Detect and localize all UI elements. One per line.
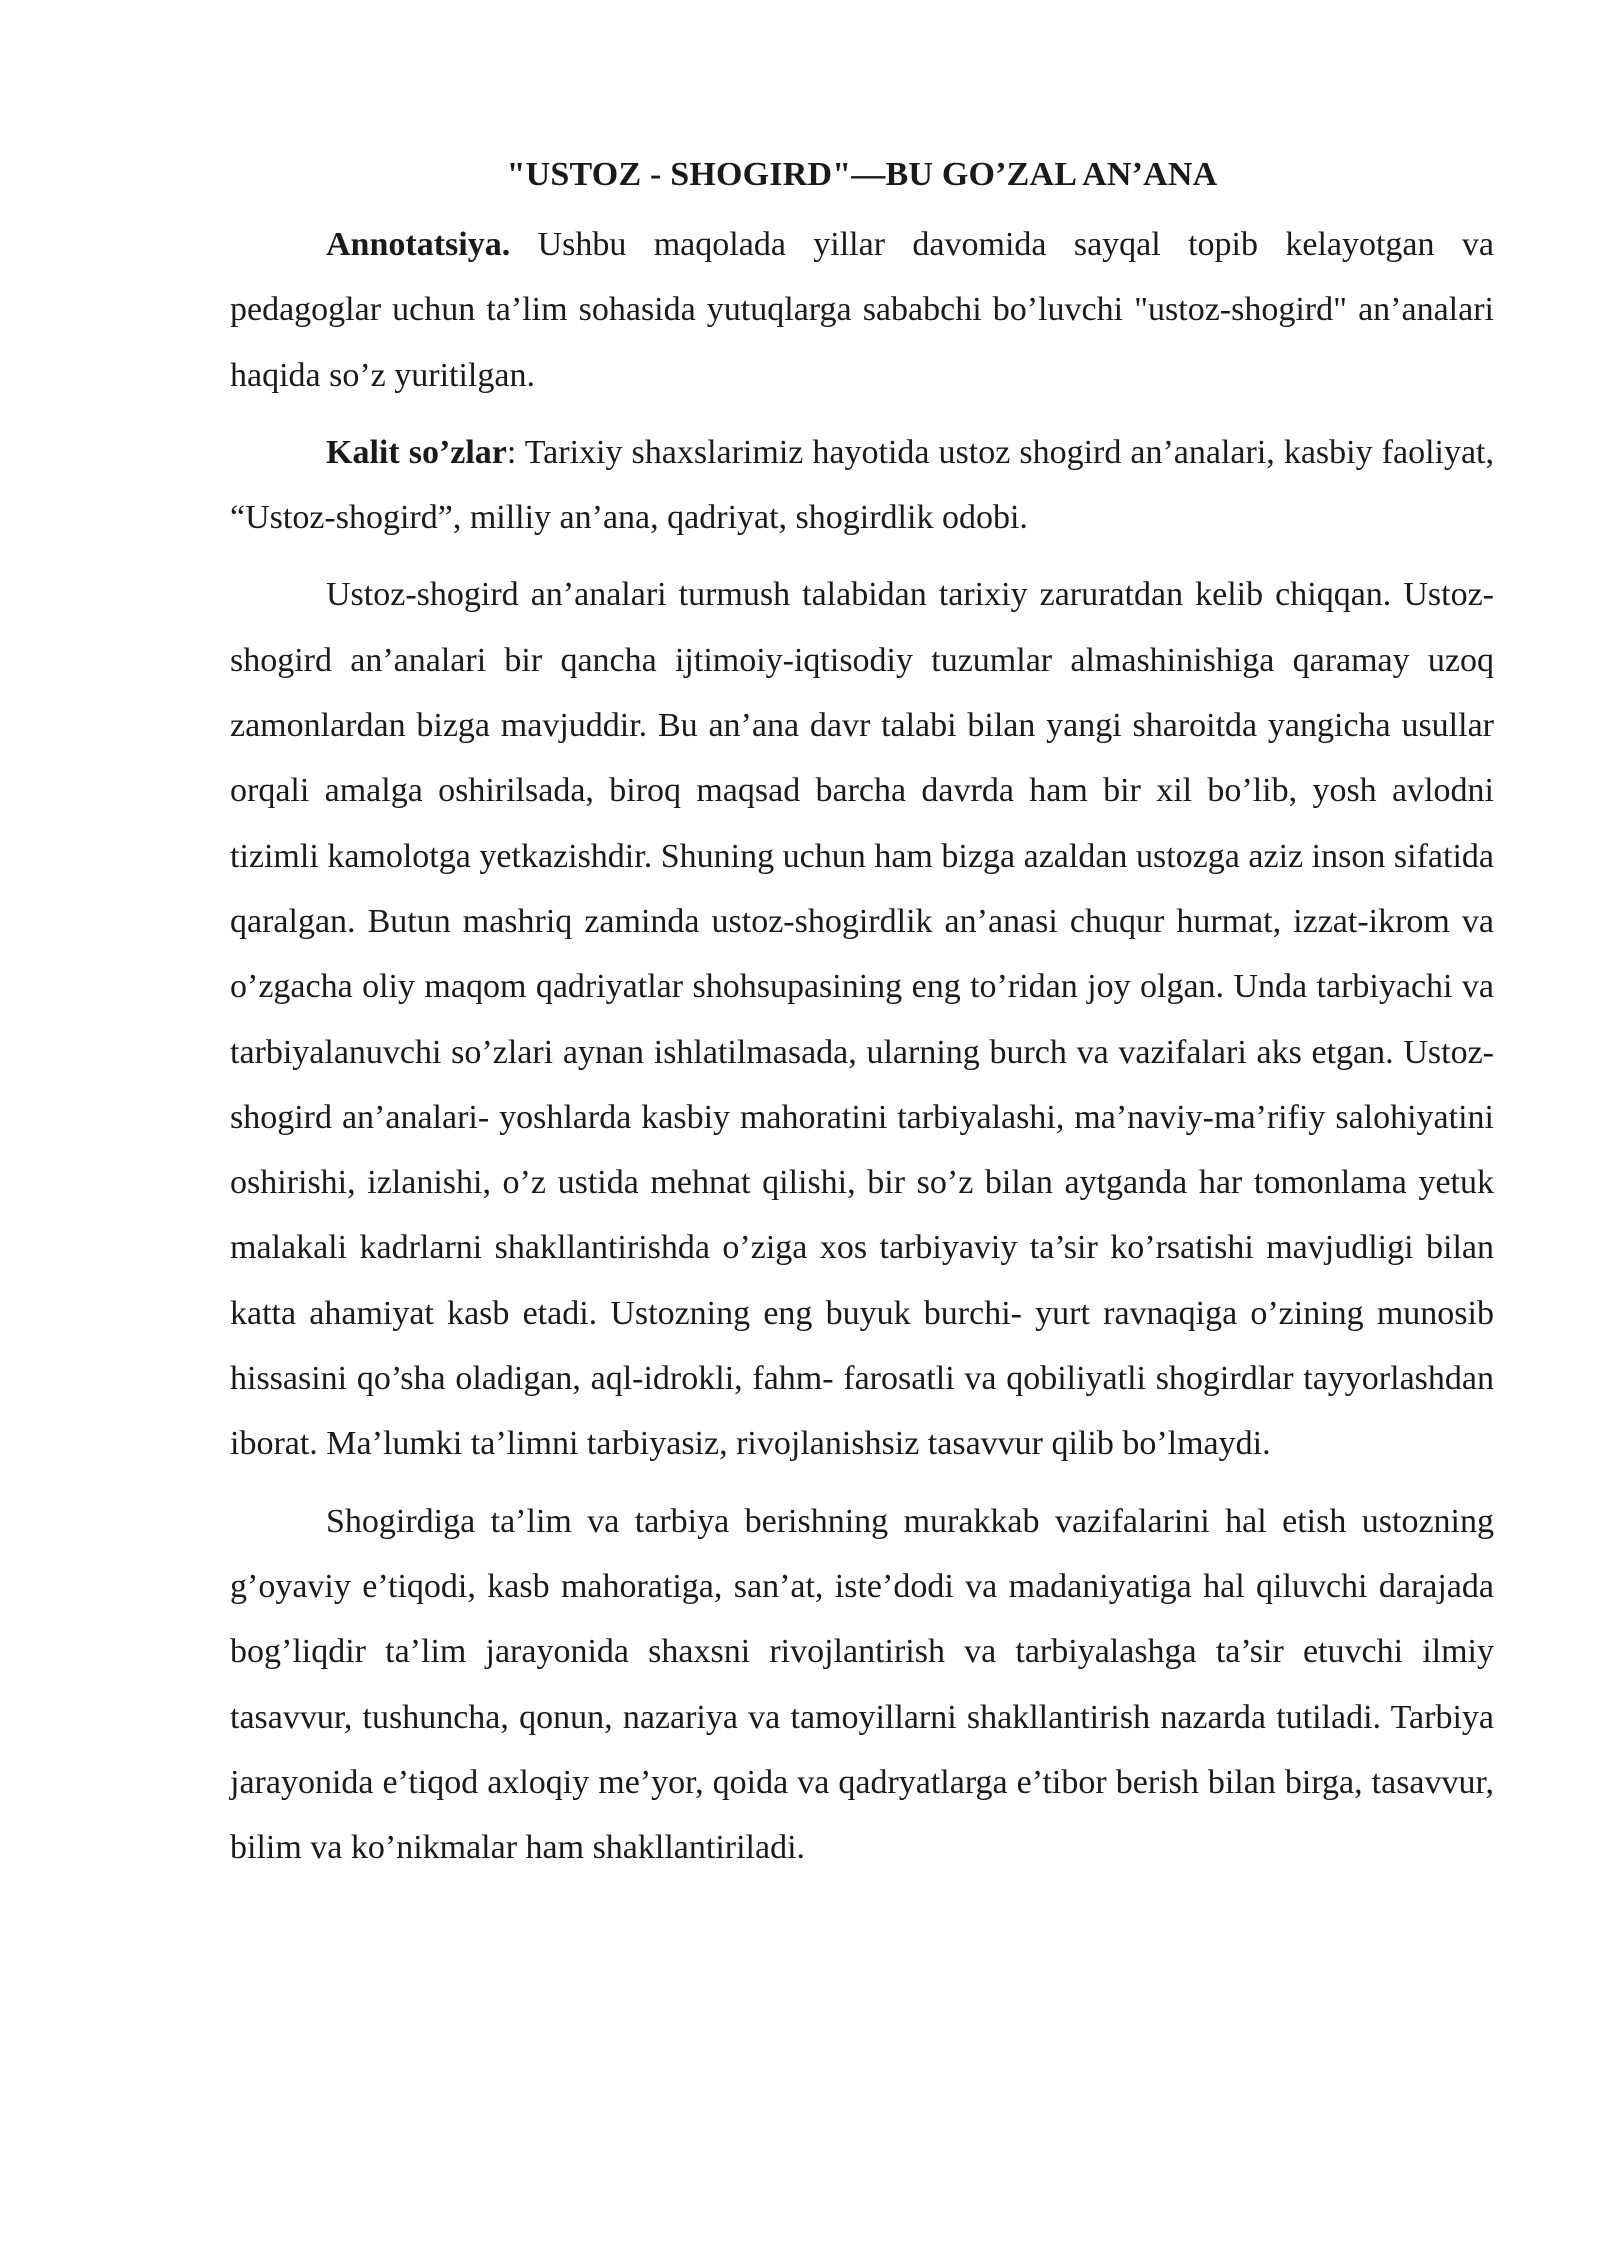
keywords-paragraph xyxy=(230,420,1494,551)
annotation-text: Ushbu maqolada yillar davomida sayqal topib kelayotgan va pedagoglar uchun ta’lim sohasida yutuqlarga sababchi bo’luvchi "ustoz-shogird" an’analari haqida so’z yuritilgan. xyxy=(230,226,1494,394)
keywords-text: : Tarixiy shaxslarimiz hayotida ustoz shogird an’analari, kasbiy faoliyat, “Ustoz-shogird”, milliy an’ana, qadriyat, shogirdlik odobi. xyxy=(230,433,1494,537)
body-paragraph-1: Ustoz-shogird an’analari turmush talabidan tarixiy zaruratdan kelib chiqqan. Ustoz-shogird an’analari bir qancha ijtimoiy-iqtisodiy tuzumlar almashinishiga qaramay uzoq zamonlardan bizga mavjuddir. Bu an’ana davr talabi bilan yangi sharoitda yangicha usullar orqali amalga oshirilsada, biroq maqsad barcha davrda ham bir xil bo’lib, yosh avlodni tizimli kamolotga yetkazishdir. Shuning uchun ham bizga azaldan ustozga aziz inson sifatida qaralgan. Butun mashriq zaminda ustoz-shogirdlik an’anasi chuqur hurmat, izzat-ikrom va o’zgacha oliy maqom qadriyatlar shohsupasining eng to’ridan joy olgan. Unda tarbiyachi va tarbiyalanuvchi so’zlari aynan ishlatilmasada, ularning burch va vazifalari aks etgan. Ustoz-shogird an’analari- yoshlarda kasbiy mahoratini tarbiyalashi, ma’naviy-ma’rifiy salohiyatini oshirishi, izlanishi, o’z ustida mehnat qilishi, bir so’z bilan aytganda har tomonlama yetuk malakali kadrlarni shakllantirishda o’ziga xos tarbiyaviy ta’sir ko’rsatishi mavjudligi bilan katta ahamiyat kasb etadi. Ustozning eng buyuk burchi- yurt ravnaqiga o’zining munosib hissasini qo’sha oladigan, aql-idrokli, fahm- farosatli va qobiliyatli shogirdlar tayyorlashdan iborat. Ma’lumki ta’limni tarbiyasiz, rivojlanishsiz tasavvur qilib bo’lmaydi. xyxy=(230,576,1494,1463)
document-body xyxy=(230,150,1494,1880)
page-title: "USTOZ - SHOGIRD"—BU GO’ZAL AN’ANA xyxy=(506,156,1218,193)
annotation-label: Annotatsiya. xyxy=(326,226,511,263)
annotation-paragraph xyxy=(230,212,1494,408)
keywords-label: Kalit so’zlar xyxy=(326,433,507,471)
body-paragraph-2: Shogirdiga ta’lim va tarbiya berishning murakkab vazifalarini hal etish ustozning g’oyaviy e’tiqodi, kasb mahoratiga, san’at, iste’dodi va madaniyatiga hal qiluvchi darajada bog’liqdir ta’lim jarayonida shaxsni rivojlantirish va tarbiyalashga ta’sir etuvchi ilmiy tasavvur, tushuncha, qonun, nazariya va tamoyillarni shakllantirish nazarda tutiladi. Tarbiya jarayonida e’tiqod axloqiy me’yor, qoida va qadryatlarga e’tibor berish bilan birga, tasavvur, bilim va ko’nikmalar ham shakllantiriladi. xyxy=(230,1502,1494,1867)
